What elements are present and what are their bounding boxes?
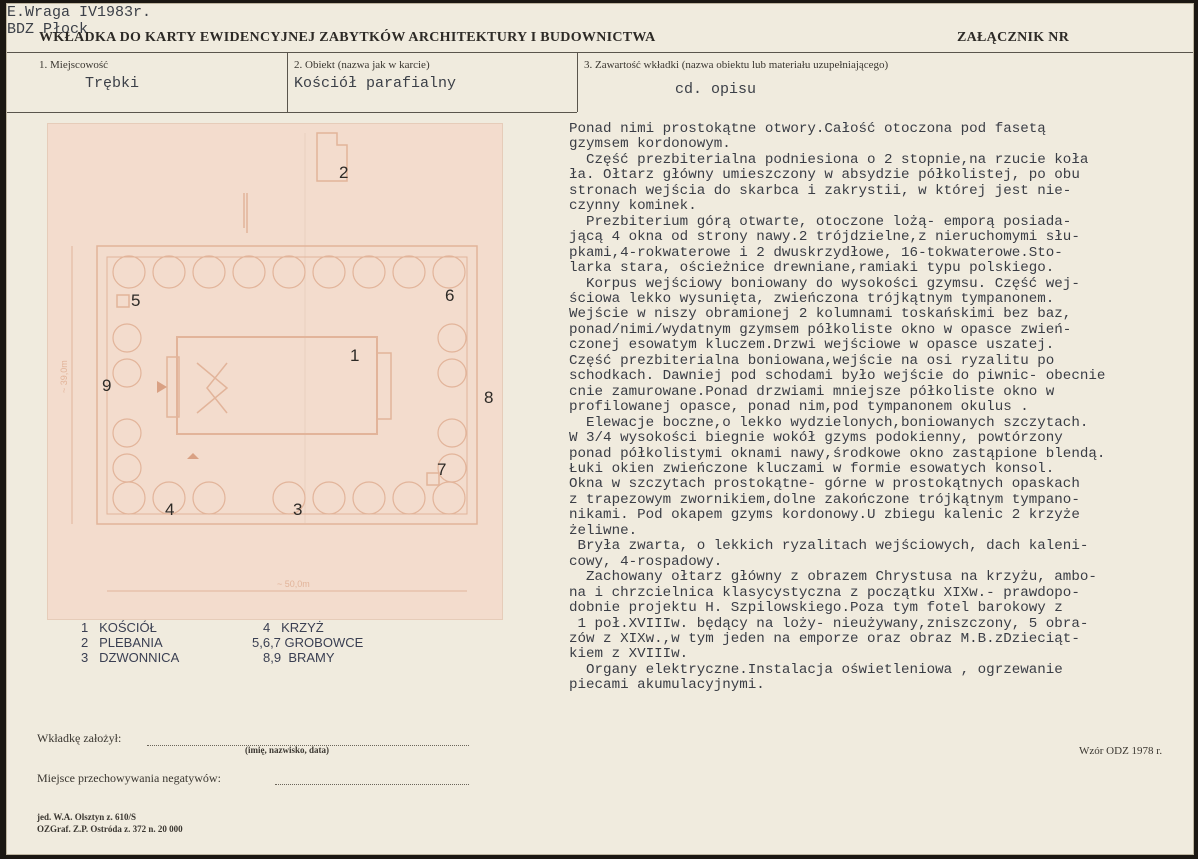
description-line: Część prezbiterialna podniesiona o 2 stopnie,na rzucie koła	[569, 151, 1089, 168]
description-line: Korpus wejściowy boniowany do wysokości gzymsu. Część wej-	[569, 275, 1080, 292]
description-line: Prezbiterium górą otwarte, otoczone lożą- emporą posiada-	[569, 213, 1072, 230]
field-separator-2	[577, 52, 578, 112]
description-line: piecami akumulacyjnymi.	[569, 677, 765, 694]
description-line: z trapezowym zwornikiem,dolne zakończone trójkątnym tympano-	[569, 491, 1080, 508]
description-line: ła. Ołtarz główny umieszczony w absydzie półkolistej, po obu	[569, 167, 1080, 184]
object-value: Kościół parafialny	[294, 75, 457, 92]
description-text	[569, 122, 1189, 694]
description-line: Wejście w niszy obramionej 2 kolumnami toskańskimi bez baz,	[569, 306, 1072, 323]
description-line: Elewacje boczne,o lekko wydzielonych,boniowanych szczytach.	[569, 414, 1089, 431]
description-line: dobnie projektu H. Szpilowskiego.Poza tym fotel barokowy z	[569, 600, 1063, 617]
description-line: na i chrzcielnica klasycystyczna z początku XIXw.- prawdopo-	[569, 584, 1080, 601]
locality-value: Trębki	[85, 75, 140, 92]
plan-number-2: 2	[339, 163, 349, 182]
plan-number-5: 5	[131, 291, 141, 310]
description-line: Zachowany ołtarz główny z obrazem Chrystusa na krzyżu, ambo-	[569, 569, 1097, 586]
description-line: profilowanej opasce, ponad nim,pod tympanonem okulus .	[569, 399, 1029, 416]
legend-item: 2 PLEBANIA	[81, 635, 163, 650]
plan-number-7: 7	[437, 460, 447, 479]
legend-item: 8,9 BRAMY	[263, 650, 335, 665]
description-line: pkami,4-rokwaterowe i 2 dwuskrzydłowe, 16-tokwaterowe.Sto-	[569, 244, 1063, 261]
description-line: schodkach. Dawniej pod schodami było wejście do piwnic- obecnie	[569, 368, 1106, 385]
plan-number-9: 9	[102, 376, 112, 395]
description-line: Bryła zwarta, o lekkich ryzalitach wejściowych, dach kaleni-	[569, 538, 1089, 555]
field-separator-1	[287, 52, 288, 112]
description-line: ściowa lekko wysunięta, zwieńczona trójkątnym tympanonem.	[569, 290, 1055, 307]
legend-item: 4 KRZYŻ	[263, 620, 324, 635]
church-outline	[177, 337, 377, 434]
description-line: Organy elektryczne.Instalacja oświetleniowa , ogrzewanie	[569, 661, 1063, 678]
description-line: gzymsem kordonowym.	[569, 136, 731, 153]
storage-label: Miejsce przechowywania negatywów:	[37, 771, 221, 785]
content-label: 3. Zawartość wkładki (nazwa obiektu lub materiału uzupełniającego)	[584, 59, 889, 71]
card-title: WKŁADKA DO KARTY EWIDENCYJNEJ ZABYTKÓW ARCHITEKTURY I BUDOWNICTWA	[39, 30, 656, 45]
author-value: E.Wraga IV1983r.	[7, 4, 152, 21]
description-line: kiem z XVIIIw.	[569, 646, 689, 663]
print-line-1: jed. W.A. Olsztyn z. 610/S	[37, 812, 137, 822]
description-line: ponad/nimi/wydatnym gzymsem półkoliste okno w opasce zwień-	[569, 321, 1072, 338]
description-line: Okna w szczytach prostokątne- górne w prostokątnych opaskach	[569, 476, 1080, 493]
legend-item: 5,6,7 GROBOWCE	[252, 635, 364, 650]
dimension-bottom: ~ 50,0m	[277, 579, 310, 589]
form-model: Wzór ODZ 1978 r.	[1079, 745, 1163, 757]
description-line: cowy, 4-rospadowy.	[569, 553, 723, 570]
annex-label: ZAŁĄCZNIK NR	[957, 30, 1070, 45]
description-line: 1 poł.XVIIIw. będący na loży- nieużywany,zniszczony, 5 obra-	[569, 615, 1089, 632]
legend-item: 1 KOŚCIÓŁ	[81, 620, 157, 635]
description-line: Łuki okien zwieńczone kluczami w formie esowatych konsol.	[569, 460, 1055, 477]
tomb-5	[117, 295, 129, 307]
author-label: Wkładkę założył:	[37, 731, 122, 745]
description-line: W 3/4 wysokości biegnie wokół gzyms podokienny, powtórzony	[569, 430, 1063, 447]
fields-bottom-line	[7, 112, 577, 113]
description-line: cnie zamurowane.Ponad drzwiami mniejsze półkoliste okno w	[569, 383, 1055, 400]
description-line: zów z XIXw.,w tym jeden na emporze oraz obraz M.B.zDzieciąt-	[569, 630, 1080, 647]
storage-value: BDZ Płock	[7, 21, 89, 38]
inventory-card-insert	[6, 3, 1194, 855]
site-plan-photo	[47, 123, 503, 620]
locality-label: 1. Miejscowość	[39, 59, 109, 71]
description-line: czynny kominek.	[569, 198, 697, 215]
legend-item: 3 DZWONNICA	[81, 650, 180, 665]
description-line: stronach wejścia do skarbca i zakrystii, w której jest nie-	[569, 182, 1072, 199]
description-line: larka stara, ościeżnice drewniane,ramiaki typu polskiego.	[569, 260, 1055, 277]
description-line: żeliwne.	[569, 522, 638, 539]
plan-number-3: 3	[293, 500, 303, 519]
print-line-2: OZGraf. Z.P. Ostróda z. 372 n. 20 000	[37, 824, 183, 834]
dimension-side: ~ 39,0m	[59, 360, 69, 393]
description-line: Ponad nimi prostokątne otwory.Całość otoczona pod fasetą	[569, 121, 1046, 137]
description-line: jącą 4 okna od strony nawy.2 trójdzielne,z nieruchomymi słu-	[569, 229, 1080, 246]
plan-number-4: 4	[165, 500, 175, 519]
plan-number-1: 1	[350, 346, 360, 365]
description-line: ponad półkolistymi oknami nawy,środkowe okno zastąpione blendą.	[569, 445, 1106, 462]
description-line: czonej esowatym kluczem.Drzwi wejściowe w opasce uszatej.	[569, 337, 1055, 354]
content-value: cd. opisu	[675, 81, 757, 98]
plan-number-8: 8	[484, 388, 494, 407]
object-label: 2. Obiekt (nazwa jak w karcie)	[294, 59, 430, 71]
header-divider	[7, 52, 1194, 53]
author-hint: (imię, nazwisko, data)	[245, 745, 329, 755]
description-line: nikami. Pod okapem gzyms kordonowy.U zbiegu kalenic 2 krzyże	[569, 507, 1080, 524]
site-plan-drawing	[47, 123, 503, 620]
plan-number-6: 6	[445, 286, 455, 305]
description-line: Część prezbiterialna boniowana,wejście na osi ryzalitu po	[569, 352, 1055, 369]
storage-dotted-line	[275, 784, 469, 785]
